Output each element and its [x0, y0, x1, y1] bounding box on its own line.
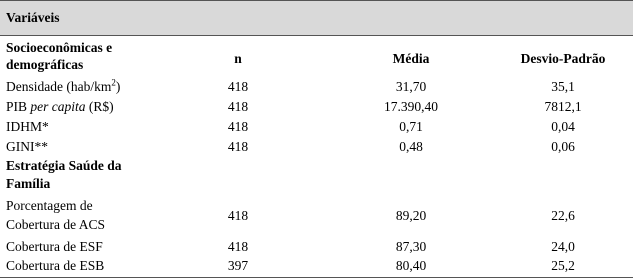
- section-label-line2: demográficas: [6, 57, 84, 72]
- table-row: [0, 99, 633, 117]
- cell-media: 87,30: [395, 239, 427, 254]
- section-header-esf: [0, 158, 633, 194]
- cell-desvio-padrao: 35,1: [551, 79, 575, 94]
- cell-n: 418: [227, 99, 249, 114]
- cell-n: 397: [227, 258, 249, 273]
- section-header-socioeconomic: [0, 40, 633, 76]
- cell-media: 0,48: [399, 139, 423, 154]
- section-label-line2: Família: [6, 176, 51, 191]
- cell-n: 418: [227, 139, 249, 154]
- cell-n: 418: [227, 119, 249, 134]
- section-label-line1: Estratégia Saúde da: [6, 158, 122, 173]
- cell-desvio-padrao: 25,2: [551, 258, 575, 273]
- cell-desvio-padrao: 0,06: [551, 139, 575, 154]
- cell-desvio-padrao: 0,04: [551, 119, 575, 134]
- table-row: [0, 119, 633, 137]
- cell-media: 31,70: [395, 79, 427, 94]
- table-row: [0, 258, 633, 276]
- table-title-bar: [0, 0, 633, 36]
- table-bottom-rule: [0, 277, 633, 278]
- cell-n: 418: [227, 208, 249, 223]
- table-row: [0, 198, 633, 236]
- cell-n: 418: [227, 239, 249, 254]
- column-header-n: n: [234, 51, 242, 66]
- row-label-line2: Cobertura de ACS: [6, 217, 105, 232]
- cell-n: 418: [227, 79, 249, 94]
- cell-media: 0,71: [399, 119, 423, 134]
- row-label: GINI**: [6, 139, 48, 154]
- cell-desvio-padrao: 7812,1: [544, 99, 582, 114]
- cell-media: 80,40: [395, 258, 427, 273]
- table-row: [0, 79, 633, 97]
- column-header-desvio-padrao: Desvio-Padrão: [520, 51, 606, 66]
- section-label-line1: Socioeconômicas e: [6, 40, 113, 55]
- row-label: IDHM*: [6, 119, 49, 134]
- column-header-media: Média: [392, 51, 430, 66]
- row-label: Cobertura de ESB: [6, 258, 105, 273]
- table-title: Variáveis: [6, 10, 60, 25]
- row-label: Densidade $(hab/km^2)$: [6, 77, 121, 94]
- cell-media: 89,20: [395, 208, 427, 223]
- cell-desvio-padrao: 24,0: [551, 239, 575, 254]
- cell-media: 17.390,40: [384, 99, 438, 114]
- row-label: Cobertura de ESF: [6, 239, 103, 254]
- table-row: [0, 139, 633, 157]
- row-label: PIB per capita (R$): [6, 99, 114, 114]
- table-row: [0, 239, 633, 257]
- row-label-line1: Porcentagem de: [6, 198, 93, 213]
- cell-desvio-padrao: 22,6: [551, 208, 575, 223]
